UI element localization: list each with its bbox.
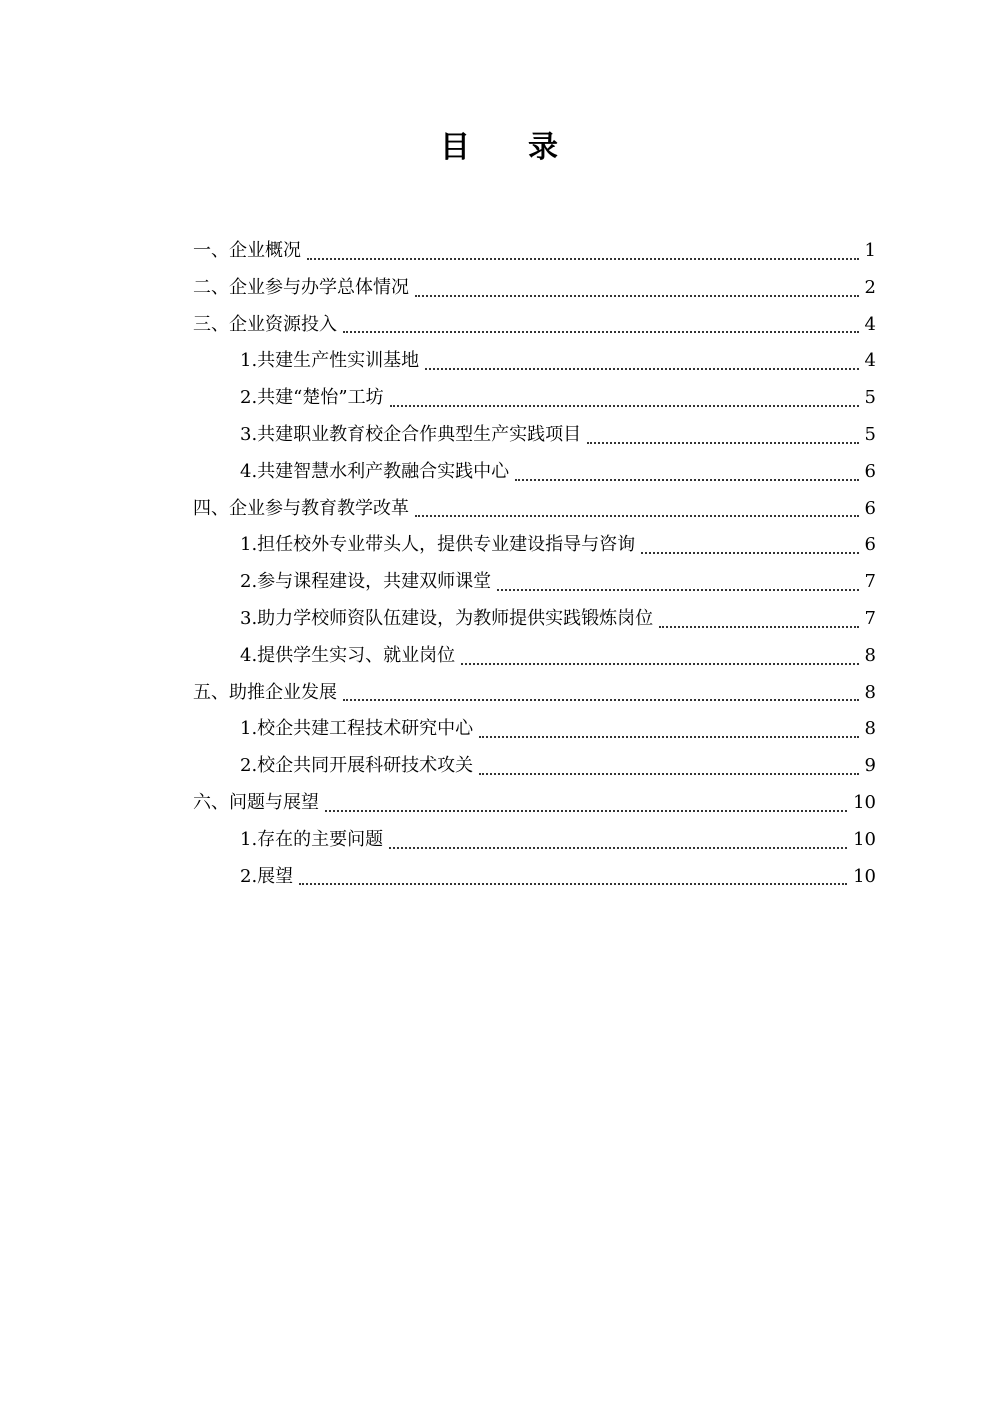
toc-dot-leader bbox=[299, 859, 847, 896]
toc-subsection-entry[interactable] bbox=[193, 527, 876, 564]
toc-entry-label: 2.参与课程建设，共建双师课堂 bbox=[240, 571, 492, 593]
toc-subsection-entry[interactable] bbox=[193, 822, 876, 859]
toc-dot-leader bbox=[425, 343, 858, 380]
toc-entry-page-number: 8 bbox=[864, 718, 876, 740]
toc-subsection-entry[interactable] bbox=[193, 748, 876, 785]
toc-dot-leader bbox=[497, 564, 858, 601]
toc-title-char-2: 录 bbox=[528, 130, 560, 165]
toc-section-entry[interactable] bbox=[193, 785, 876, 822]
toc-dot-leader bbox=[389, 822, 847, 859]
toc-dot-leader bbox=[479, 748, 858, 785]
toc-subsection-entry[interactable] bbox=[193, 564, 876, 601]
toc-entry-page-number: 8 bbox=[864, 644, 876, 666]
toc-entry-page-number: 10 bbox=[853, 865, 876, 887]
toc-entry-label: 五、助推企业发展 bbox=[193, 681, 337, 703]
toc-entry-page-number: 5 bbox=[864, 387, 876, 409]
toc-entry-page-number: 1 bbox=[864, 240, 876, 261]
toc-entry-page-number: 2 bbox=[864, 276, 876, 298]
toc-entry-page-number: 4 bbox=[864, 313, 876, 335]
toc-entry-label: 4.共建智慧水利产教融合实践中心 bbox=[240, 460, 510, 482]
toc-entry-label: 六、问题与展望 bbox=[193, 791, 319, 813]
toc-entry-page-number: 8 bbox=[864, 681, 876, 703]
toc-entry-label: 1.共建生产性实训基地 bbox=[240, 350, 420, 372]
toc-subsection-entry[interactable] bbox=[193, 638, 876, 675]
table-of-contents bbox=[193, 233, 876, 895]
toc-entry-label: 二、企业参与办学总体情况 bbox=[193, 276, 409, 298]
toc-dot-leader bbox=[343, 675, 859, 712]
toc-section-entry[interactable] bbox=[193, 233, 876, 270]
toc-section-entry[interactable] bbox=[193, 270, 876, 307]
toc-entry-page-number: 6 bbox=[864, 460, 876, 482]
toc-dot-leader bbox=[325, 785, 847, 822]
toc-dot-leader bbox=[307, 233, 859, 270]
toc-entry-label: 1.校企共建工程技术研究中心 bbox=[240, 718, 474, 740]
toc-entry-page-number: 4 bbox=[864, 350, 876, 372]
toc-entry-label: 一、企业概况 bbox=[193, 240, 301, 261]
toc-dot-leader bbox=[415, 491, 859, 528]
toc-entry-label: 3.助力学校师资队伍建设，为教师提供实践锻炼岗位 bbox=[240, 607, 654, 629]
toc-subsection-entry[interactable] bbox=[193, 343, 876, 380]
toc-dot-leader bbox=[641, 527, 858, 564]
toc-entry-page-number: 10 bbox=[853, 828, 876, 850]
toc-subsection-entry[interactable] bbox=[193, 417, 876, 454]
toc-dot-leader bbox=[390, 380, 859, 417]
toc-entry-page-number: 6 bbox=[864, 534, 876, 556]
toc-entry-page-number: 6 bbox=[864, 497, 876, 519]
toc-title-char-1: 目 bbox=[440, 130, 472, 165]
toc-entry-label: 三、企业资源投入 bbox=[193, 313, 337, 335]
toc-entry-label: 2.共建“楚怡”工坊 bbox=[240, 387, 384, 409]
toc-dot-leader bbox=[479, 711, 858, 748]
toc-dot-leader bbox=[343, 307, 859, 344]
toc-entry-page-number: 5 bbox=[864, 423, 876, 445]
toc-section-entry[interactable] bbox=[193, 307, 876, 344]
toc-entry-page-number: 9 bbox=[864, 755, 876, 777]
toc-subsection-entry[interactable] bbox=[193, 380, 876, 417]
toc-section-entry[interactable] bbox=[193, 675, 876, 712]
toc-entry-label: 四、企业参与教育教学改革 bbox=[193, 497, 409, 519]
toc-entry-page-number: 7 bbox=[864, 607, 876, 629]
toc-section-entry[interactable] bbox=[193, 491, 876, 528]
toc-subsection-entry[interactable] bbox=[193, 711, 876, 748]
toc-dot-leader bbox=[587, 417, 858, 454]
toc-subsection-entry[interactable] bbox=[193, 454, 876, 491]
toc-dot-leader bbox=[415, 270, 859, 307]
toc-entry-label: 3.共建职业教育校企合作典型生产实践项目 bbox=[240, 423, 582, 445]
toc-entry-label: 4.提供学生实习、就业岗位 bbox=[240, 644, 456, 666]
toc-entry-label: 1.存在的主要问题 bbox=[240, 828, 384, 850]
toc-entry-label: 2.校企共同开展科研技术攻关 bbox=[240, 755, 474, 777]
toc-entry-label: 2.展望 bbox=[240, 865, 294, 887]
toc-dot-leader bbox=[461, 638, 858, 675]
toc-dot-leader bbox=[659, 601, 858, 638]
toc-entry-page-number: 10 bbox=[853, 791, 876, 813]
toc-entry-label: 1.担任校外专业带头人，提供专业建设指导与咨询 bbox=[240, 534, 636, 556]
toc-subsection-entry[interactable] bbox=[193, 601, 876, 638]
toc-title bbox=[0, 128, 1000, 168]
toc-entry-page-number: 7 bbox=[864, 571, 876, 593]
toc-dot-leader bbox=[515, 454, 858, 491]
toc-subsection-entry[interactable] bbox=[193, 859, 876, 896]
